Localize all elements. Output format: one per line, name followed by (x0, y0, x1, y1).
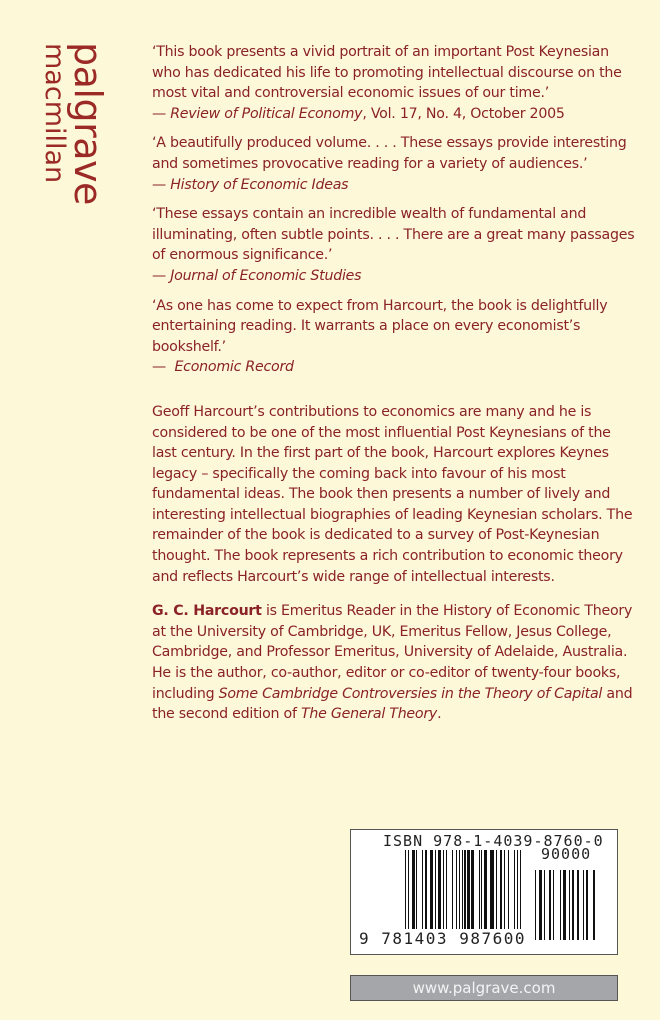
barcode-bar (549, 870, 550, 940)
bio-line: the second edition of The General Theory. (152, 706, 442, 723)
source-title: Economic Record (174, 359, 294, 376)
barcode-bar (553, 870, 554, 940)
barcode-bar (583, 870, 584, 940)
quote-line: ‘These essays contain an incredible wealth of fundamental and (152, 206, 587, 223)
isbn-label: ISBN 978-1-4039-8760-0 (383, 832, 604, 850)
author-bio (152, 601, 642, 725)
quote-line: ‘A beautifully produced volume. . . . These essays provide interesting (152, 135, 627, 152)
book-title: The General Theory (300, 706, 438, 723)
publisher-logo (38, 42, 108, 212)
bio-line: He is the author, co-author, editor or co-editor of twenty-four books, (152, 665, 621, 682)
barcode-bar (535, 870, 536, 940)
quote-line: ‘As one has come to expect from Harcourt, the book is delightfully (152, 297, 608, 314)
quote-line: entertaining reading. It warrants a place on every economist’s (152, 318, 581, 335)
barcode-bar (577, 870, 578, 940)
quote-line: who has dedicated his life to promoting intellectual discourse on the (152, 64, 622, 81)
publisher-name-macmillan: macmillan (39, 43, 70, 184)
review-quote (152, 296, 642, 378)
description-line: last century. In the first part of the book, Harcourt explores Keynes (152, 445, 609, 462)
quote-source: — Review of Political Economy, Vol. 17, No. 4, October 2005 (152, 105, 565, 122)
quote-line: most vital and controversial economic issues of our time.’ (152, 85, 549, 102)
addon-barcode-bars (535, 870, 595, 940)
quote-source: — Economic Record (152, 359, 294, 376)
description-line: considered to be one of the most influential Post Keynesians of the (152, 424, 611, 441)
description-line: fundamental ideas. The book then presents a number of lively and (152, 486, 611, 503)
price-addon-code: 90000 (541, 845, 592, 863)
barcode-bar (560, 870, 561, 940)
review-quote (152, 42, 642, 124)
description-line: Geoff Harcourt’s contributions to economics are many and he is (152, 403, 592, 420)
quote-source: — Journal of Economic Studies (152, 267, 362, 284)
barcode-bar (593, 870, 594, 940)
bio-line: at the University of Cambridge, UK, Emeritus Fellow, Jesus College, (152, 623, 612, 640)
publisher-name-palgrave: palgrave (66, 42, 110, 205)
quote-line: illuminating, often subtle points. . . . There are a great many passages (152, 226, 635, 243)
author-name: G. C. Harcourt (152, 603, 262, 620)
barcode-bar (586, 870, 587, 940)
barcode-bar (539, 870, 542, 940)
source-title: Journal of Economic Studies (170, 267, 362, 284)
review-quote (152, 204, 642, 286)
description-line: interesting intellectual biographies of leading Keynesian scholars. The (152, 506, 633, 523)
barcode-bar (572, 870, 573, 940)
ean-digits: 9 781403 987600 (359, 929, 526, 948)
quote-line: and sometimes provocative reading for a variety of audiences.’ (152, 155, 588, 172)
back-cover-text (152, 42, 642, 725)
description-line: and reflects Harcourt’s wide range of intellectual interests. (152, 568, 555, 585)
description-line: thought. The book represents a rich contribution to economic theory (152, 548, 623, 565)
book-description (152, 402, 642, 587)
bio-line: G. C. Harcourt is Emeritus Reader in the History of Economic Theory (152, 603, 633, 620)
quote-line: bookshelf.’ (152, 338, 226, 355)
review-quote (152, 133, 642, 195)
source-title: History of Economic Ideas (170, 176, 349, 193)
barcode-bar (563, 870, 566, 940)
source-title: Review of Political Economy (170, 105, 363, 122)
publisher-website: www.palgrave.com (350, 975, 618, 1001)
barcode-bar (569, 870, 570, 940)
quote-source: — History of Economic Ideas (152, 176, 349, 193)
description-line: remainder of the book is dedicated to a survey of Post-Keynesian (152, 527, 600, 544)
quote-line: ‘This book presents a vivid portrait of an important Post Keynesian (152, 44, 609, 60)
isbn-barcode (350, 829, 618, 955)
quote-line: of enormous significance.’ (152, 247, 333, 264)
bio-line: Cambridge, and Professor Emeritus, University of Adelaide, Australia. (152, 644, 628, 661)
bio-line: including Some Cambridge Controversies in the Theory of Capital and (152, 685, 633, 702)
description-line: legacy – specifically the coming back into favour of his most (152, 465, 566, 482)
book-title: Some Cambridge Controversies in the Theory of Capital (218, 685, 603, 702)
barcode-bar (544, 870, 545, 940)
